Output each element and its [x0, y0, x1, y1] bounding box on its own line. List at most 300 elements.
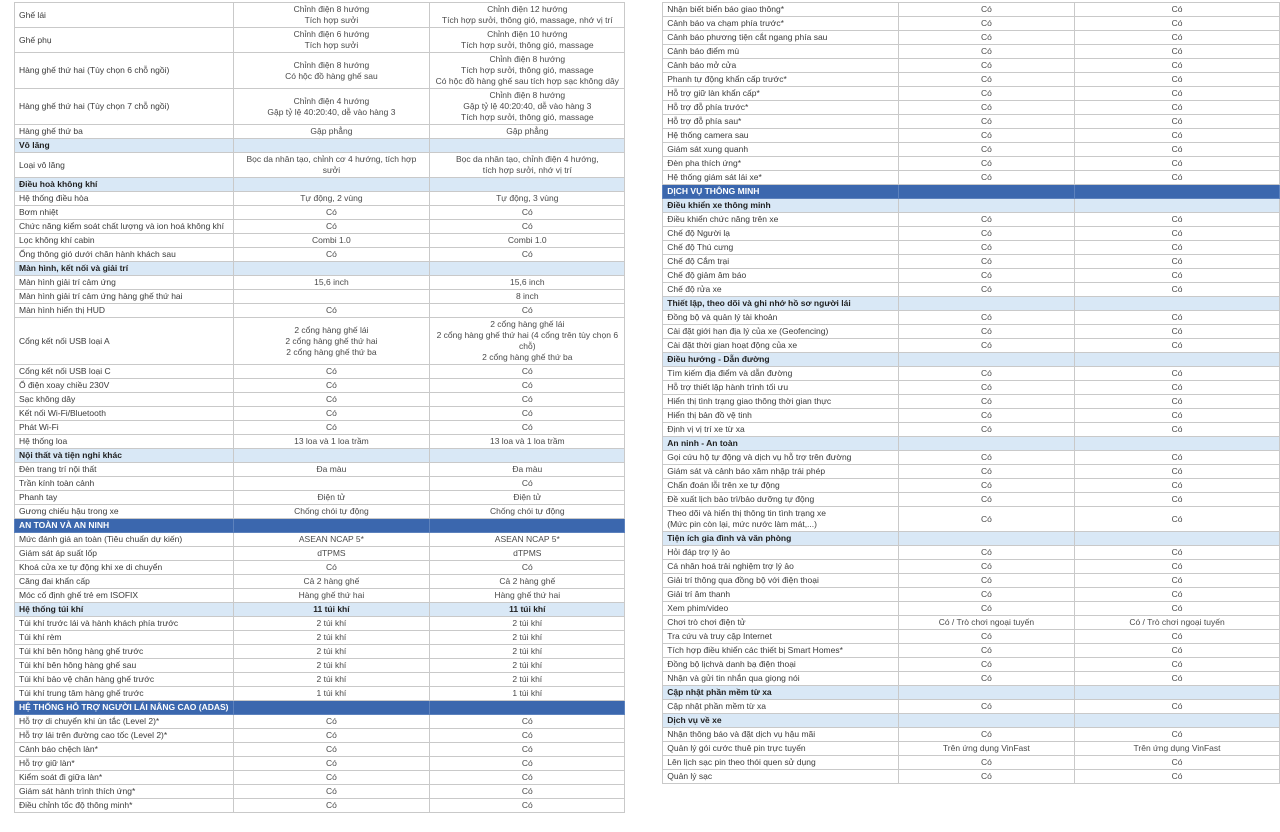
section-header-row — [663, 199, 1280, 213]
spec-label-cell: Đồng bộ và quản lý tài khoản — [663, 311, 898, 325]
section-header-row — [663, 686, 1280, 700]
spec-value-cell-col2: 2 túi khí — [430, 631, 625, 645]
section-header-row — [663, 532, 1280, 546]
spec-value-cell-col1: Có — [898, 283, 1074, 297]
spec-row — [663, 129, 1280, 143]
cell-line: 2 cổng hàng ghế thứ hai (4 cổng trên tùy chọn 6 chỗ) — [436, 330, 619, 351]
spec-row — [663, 171, 1280, 185]
cell-line: Tích hợp sưởi, thông gió, massage, nhớ vị trí — [441, 15, 613, 25]
cell-line: Tích hợp sưởi — [304, 15, 359, 25]
spec-value-cell-col1: Có — [233, 220, 430, 234]
cell-line: Gập tỷ lệ 40:20:40, dễ vào hàng 3 — [267, 106, 396, 117]
spec-label-cell: Ống thông gió dưới chân hành khách sau — [15, 248, 234, 262]
section-header-row — [663, 185, 1280, 199]
spec-value-cell-col2: Có — [1075, 409, 1280, 423]
spec-value-cell-col2: Có — [1075, 672, 1280, 686]
spec-value-cell-col1: Có — [898, 269, 1074, 283]
section-header-row — [15, 262, 625, 276]
section-title-cell: Tiện ích gia đình và văn phòng — [663, 532, 898, 546]
cell-line: 2 cổng hàng ghế thứ ba — [482, 352, 573, 362]
spec-label-cell: Cập nhật phần mềm từ xa — [663, 700, 898, 714]
spec-row — [15, 673, 625, 687]
spec-value-cell-col2: 11 túi khí — [430, 603, 625, 617]
spec-value-cell-col1: Có — [233, 248, 430, 262]
spec-label-cell: Túi khí bên hông hàng ghế trước — [15, 645, 234, 659]
spec-value-cell-col1: Có — [898, 171, 1074, 185]
spec-label-cell: Cài đặt giới hạn địa lý của xe (Geofencing) — [663, 325, 898, 339]
spec-label-cell: Chế độ Thú cưng — [663, 241, 898, 255]
spec-label-cell: Mức đánh giá an toàn (Tiêu chuẩn dự kiến) — [15, 533, 234, 547]
spec-label-cell: Ổ điện xoay chiều 230V — [15, 379, 234, 393]
spec-value-cell-col1: 2 túi khí — [233, 617, 430, 631]
spec-value-cell-col1: Có — [898, 31, 1074, 45]
spec-value-cell-col2: Có — [1075, 59, 1280, 73]
spec-row — [663, 255, 1280, 269]
spec-row — [15, 659, 625, 673]
cell-line: Tích hợp sưởi, thông gió, massage — [461, 112, 594, 122]
spec-value-cell-col2: Có — [430, 743, 625, 757]
spec-value-cell-col1 — [898, 353, 1074, 367]
spec-value-cell-col2: 2 túi khí — [430, 645, 625, 659]
cell-line: (Mức pin còn lại, mức nước làm mát,...) — [667, 519, 817, 529]
cell-line: Tích hợp sưởi, thông gió, massage — [461, 40, 594, 50]
spec-value-cell-col1: Có — [898, 59, 1074, 73]
section-title-cell: Điều khiển xe thông minh — [663, 199, 898, 213]
spec-value-cell-col1: dTPMS — [233, 547, 430, 561]
spec-value-cell-col1: Có — [898, 45, 1074, 59]
spec-value-cell-col1 — [233, 139, 430, 153]
spec-label-cell: Quản lý gói cước thuê pin trực tuyến — [663, 742, 898, 756]
spec-value-cell-col1: Có — [898, 311, 1074, 325]
spec-row — [663, 742, 1280, 756]
spec-value-cell-col1: Có — [898, 728, 1074, 742]
spec-row — [663, 630, 1280, 644]
spec-value-cell-col1 — [233, 519, 430, 533]
spec-value-cell-col1: 1 túi khí — [233, 687, 430, 701]
spec-row — [663, 395, 1280, 409]
spec-label-cell: Hỗ trợ đỗ phía sau* — [663, 115, 898, 129]
section-title-cell: Hệ thống túi khí — [15, 603, 234, 617]
spec-value-cell-col2: Có — [430, 304, 625, 318]
spec-label-cell: Tra cứu và truy cập Internet — [663, 630, 898, 644]
spec-label-cell: Sạc không dây — [15, 393, 234, 407]
spec-value-cell-col1 — [898, 297, 1074, 311]
spec-row — [663, 73, 1280, 87]
cell-line: Chỉnh điện 6 hướng — [293, 29, 370, 39]
spec-value-cell-col1 — [233, 449, 430, 463]
cell-line: 2 cổng hàng ghế thứ ba — [286, 346, 377, 357]
spec-label-cell: Túi khí trung tâm hàng ghế trước — [15, 687, 234, 701]
spec-value-cell-col2 — [430, 318, 625, 365]
spec-row — [663, 325, 1280, 339]
spec-label-cell: Đèn pha thích ứng* — [663, 157, 898, 171]
spec-row — [663, 143, 1280, 157]
spec-value-cell-col1: 11 túi khí — [233, 603, 430, 617]
spec-value-cell-col2: Có — [430, 785, 625, 799]
spec-value-cell-col1: Có — [233, 379, 430, 393]
spec-label-cell: Màn hình giải trí cảm ứng hàng ghế thứ hai — [15, 290, 234, 304]
spec-value-cell-col1 — [233, 28, 430, 53]
spec-value-cell-col2: Cả 2 hàng ghế — [430, 575, 625, 589]
spec-value-cell-col1: Có — [898, 227, 1074, 241]
spec-row — [15, 220, 625, 234]
spec-value-cell-col1 — [898, 532, 1074, 546]
spec-value-cell-col2: Có — [1075, 756, 1280, 770]
spec-row — [15, 53, 625, 89]
spec-value-cell-col1: Có — [233, 206, 430, 220]
spec-row — [15, 393, 625, 407]
spec-label-cell: Giám sát áp suất lốp — [15, 547, 234, 561]
spec-row — [663, 87, 1280, 101]
spec-value-cell-col2: 8 inch — [430, 290, 625, 304]
spec-label-cell: Ghế lái — [15, 3, 234, 28]
spec-row — [15, 617, 625, 631]
spec-value-cell-col2: Có — [1075, 157, 1280, 171]
spec-value-cell-col2 — [430, 28, 625, 53]
cell-line: Chỉnh điện 4 hướng — [293, 95, 370, 106]
spec-value-cell-col2: Có — [1075, 227, 1280, 241]
spec-value-cell-col1 — [233, 318, 430, 365]
spec-value-cell-col2: Có — [430, 248, 625, 262]
spec-row — [15, 365, 625, 379]
spec-value-cell-col1: Có — [233, 393, 430, 407]
spec-row — [15, 290, 625, 304]
spec-value-cell-col2: Có — [430, 757, 625, 771]
spec-value-cell-col1: Có — [233, 729, 430, 743]
spec-label-cell: Cổng kết nối USB loại C — [15, 365, 234, 379]
spec-value-cell-col2: 2 túi khí — [430, 673, 625, 687]
spec-value-cell-col1: 2 túi khí — [233, 645, 430, 659]
spec-value-cell-col2: Có — [1075, 507, 1280, 532]
spec-value-cell-col2 — [1075, 437, 1280, 451]
spec-row — [663, 770, 1280, 784]
spec-value-cell-col1: Có — [898, 672, 1074, 686]
spec-value-cell-col2: Có / Trò chơi ngoại tuyến — [1075, 616, 1280, 630]
spec-label-cell: Cảnh báo chệch làn* — [15, 743, 234, 757]
spec-value-cell-col1: Có — [898, 644, 1074, 658]
section-header-row — [15, 603, 625, 617]
spec-label-cell: Chơi trò chơi điện tử — [663, 616, 898, 630]
spec-row — [663, 339, 1280, 353]
spec-value-cell-col2: Có — [1075, 574, 1280, 588]
spec-value-cell-col1: Có — [233, 785, 430, 799]
spec-row — [15, 491, 625, 505]
spec-row — [663, 31, 1280, 45]
spec-value-cell-col2: Có — [430, 421, 625, 435]
section-title-cell: An ninh - An toàn — [663, 437, 898, 451]
spec-value-cell-col1: Có — [898, 602, 1074, 616]
section-title-cell: Điều hoà không khí — [15, 178, 234, 192]
spec-row — [663, 616, 1280, 630]
spec-label-cell: Định vị vị trí xe từ xa — [663, 423, 898, 437]
spec-label-cell: Cảnh báo phương tiện cắt ngang phía sau — [663, 31, 898, 45]
spec-value-cell-col2: Có — [1075, 770, 1280, 784]
spec-value-cell-col1: Có — [233, 743, 430, 757]
spec-label-cell: Kết nối Wi-Fi/Bluetooth — [15, 407, 234, 421]
spec-value-cell-col2: 13 loa và 1 loa trầm — [430, 435, 625, 449]
spec-label-cell: Hỏi đáp trợ lý ảo — [663, 546, 898, 560]
spec-label-cell: Túi khí trước lái và hành khách phía trước — [15, 617, 234, 631]
spec-value-cell-col1: Có — [233, 799, 430, 813]
spec-label-cell: Cài đặt thời gian hoạt động của xe — [663, 339, 898, 353]
spec-table-left-body — [15, 3, 625, 813]
cell-line: Có hộc đồ hàng ghế sau tích hợp sạc không dây — [435, 76, 619, 86]
spec-value-cell-col2: 15,6 inch — [430, 276, 625, 290]
spec-value-cell-col2: ASEAN NCAP 5* — [430, 533, 625, 547]
spec-value-cell-col2 — [430, 153, 625, 178]
spec-value-cell-col2: Có — [1075, 3, 1280, 17]
spec-label-cell: Hệ thống camera sau — [663, 129, 898, 143]
spec-value-cell-col2: Có — [1075, 311, 1280, 325]
spec-label-cell: Hàng ghế thứ hai (Tùy chọn 6 chỗ ngồi) — [15, 53, 234, 89]
spec-row — [663, 672, 1280, 686]
spec-row — [15, 743, 625, 757]
spec-value-cell-col2: Có — [1075, 283, 1280, 297]
spec-value-cell-col1: 2 túi khí — [233, 659, 430, 673]
spec-row — [15, 153, 625, 178]
spec-value-cell-col1: Có — [898, 770, 1074, 784]
spec-value-cell-col2: 2 túi khí — [430, 659, 625, 673]
spec-row — [663, 381, 1280, 395]
spec-value-cell-col1: Có — [233, 365, 430, 379]
section-title-cell: Điều hướng - Dẫn đường — [663, 353, 898, 367]
section-header-row — [15, 139, 625, 153]
spec-row — [663, 728, 1280, 742]
section-title-cell: Dịch vụ về xe — [663, 714, 898, 728]
spec-value-cell-col1: Có — [898, 157, 1074, 171]
spec-value-cell-col2: Có — [430, 729, 625, 743]
spec-label-cell: Khoá cửa xe tự động khi xe di chuyển — [15, 561, 234, 575]
spec-value-cell-col2: Có — [430, 365, 625, 379]
spec-label-cell: Cảnh báo mở cửa — [663, 59, 898, 73]
cell-line: Chỉnh điện 8 hướng — [293, 4, 370, 14]
spec-label-cell: Hỗ trợ giữ làn* — [15, 757, 234, 771]
spec-value-cell-col1: Có — [233, 757, 430, 771]
spec-value-cell-col1: Có — [898, 451, 1074, 465]
spec-row — [15, 28, 625, 53]
spec-value-cell-col1: Có — [233, 715, 430, 729]
spec-row — [663, 588, 1280, 602]
spec-value-cell-col2: Có — [1075, 560, 1280, 574]
spec-value-cell-col2: Có — [1075, 602, 1280, 616]
spec-row — [15, 589, 625, 603]
spec-value-cell-col2: Có — [1075, 451, 1280, 465]
spec-value-cell-col1: Chống chói tự động — [233, 505, 430, 519]
cell-line: Gập tỷ lệ 40:20:40, dễ vào hàng 3 — [463, 101, 592, 111]
spec-value-cell-col2: Tự động, 3 vùng — [430, 192, 625, 206]
spec-value-cell-col2: Có — [1075, 115, 1280, 129]
spec-value-cell-col1: Điện tử — [233, 491, 430, 505]
spec-row — [15, 715, 625, 729]
spec-value-cell-col2: dTPMS — [430, 547, 625, 561]
spec-value-cell-col1 — [898, 714, 1074, 728]
cell-line: 2 cổng hàng ghế lái — [294, 324, 369, 335]
spec-row — [15, 477, 625, 491]
spec-value-cell-col1: Có — [898, 3, 1074, 17]
spec-value-cell-col2: Trên ứng dụng VinFast — [1075, 742, 1280, 756]
spec-value-cell-col2: Có — [430, 799, 625, 813]
spec-value-cell-col2: Có — [1075, 339, 1280, 353]
spec-row — [15, 645, 625, 659]
spec-value-cell-col1: Có — [898, 546, 1074, 560]
spec-value-cell-col1: Cả 2 hàng ghế — [233, 575, 430, 589]
spec-value-cell-col1: Có — [898, 756, 1074, 770]
spec-label-cell: Hiển thị tình trạng giao thông thời gian thực — [663, 395, 898, 409]
spec-row — [15, 771, 625, 785]
spec-row — [15, 379, 625, 393]
spec-label-cell: Phanh tự động khẩn cấp trước* — [663, 73, 898, 87]
cell-line: Có hộc đồ hàng ghế sau — [285, 70, 378, 81]
spec-value-cell-col1: Có — [233, 407, 430, 421]
spec-value-cell-col1: Có — [898, 73, 1074, 87]
spec-label-cell: Chế độ rửa xe — [663, 283, 898, 297]
spec-value-cell-col1: Có — [898, 658, 1074, 672]
cell-line: Tích hợp sưởi, thông gió, massage — [461, 65, 594, 75]
spec-row — [663, 115, 1280, 129]
cell-line: Chỉnh điện 10 hướng — [487, 29, 568, 39]
spec-value-cell-col1: Có — [898, 381, 1074, 395]
spec-value-cell-col1: Có — [898, 409, 1074, 423]
spec-row — [663, 507, 1280, 532]
spec-value-cell-col1: Có — [898, 507, 1074, 532]
spec-value-cell-col2: 1 túi khí — [430, 687, 625, 701]
spec-value-cell-col2 — [430, 89, 625, 125]
cell-line: tích hợp sưởi, nhớ vị trí — [482, 165, 572, 175]
spec-value-cell-col1 — [233, 3, 430, 28]
cell-line: Chỉnh điện 12 hướng — [487, 4, 568, 14]
spec-label-cell: Chẩn đoán lỗi trên xe tự động — [663, 479, 898, 493]
spec-label-cell: Đề xuất lịch bảo trì/bảo dưỡng tự động — [663, 493, 898, 507]
spec-value-cell-col2: Gập phẳng — [430, 125, 625, 139]
spec-row — [15, 407, 625, 421]
section-header-row — [663, 353, 1280, 367]
spec-value-cell-col2: Có — [1075, 658, 1280, 672]
spec-value-cell-col2: Có — [1075, 269, 1280, 283]
spec-value-cell-col1: Có — [233, 771, 430, 785]
spec-value-cell-col1 — [233, 53, 430, 89]
spec-value-cell-col1: 15,6 inch — [233, 276, 430, 290]
spec-value-cell-col2: Có — [1075, 465, 1280, 479]
spec-value-cell-col1: Có — [898, 115, 1074, 129]
spec-value-cell-col1: Có — [898, 423, 1074, 437]
spec-value-cell-col2: Có — [1075, 87, 1280, 101]
spec-label-cell: Ghế phụ — [15, 28, 234, 53]
spec-value-cell-col2: Có — [1075, 325, 1280, 339]
spec-value-cell-col2: Combi 1.0 — [430, 234, 625, 248]
spec-value-cell-col1: Có — [898, 560, 1074, 574]
spec-value-cell-col2: Có — [1075, 395, 1280, 409]
section-title-cell: Vô lăng — [15, 139, 234, 153]
spec-label-cell: Trần kính toàn cảnh — [15, 477, 234, 491]
spec-label-cell: Phanh tay — [15, 491, 234, 505]
spec-row — [15, 248, 625, 262]
section-title-cell: Màn hình, kết nối và giải trí — [15, 262, 234, 276]
spec-label-cell: Hệ thống giám sát lái xe* — [663, 171, 898, 185]
spec-value-cell-col1: Có — [233, 421, 430, 435]
spec-label-cell: Kiểm soát đi giữa làn* — [15, 771, 234, 785]
section-title-cell: HỆ THỐNG HỖ TRỢ NGƯỜI LÁI NÂNG CAO (ADAS) — [15, 701, 234, 715]
spec-label-cell: Cảnh báo va chạm phía trước* — [663, 17, 898, 31]
spec-row — [15, 3, 625, 28]
spec-label-cell: Điều chỉnh tốc độ thông minh* — [15, 799, 234, 813]
spec-value-cell-col1: Có / Trò chơi ngoại tuyến — [898, 616, 1074, 630]
spec-value-cell-col1: ASEAN NCAP 5* — [233, 533, 430, 547]
spec-label-cell: Lọc không khí cabin — [15, 234, 234, 248]
cell-line: 2 cổng hàng ghế lái — [490, 319, 565, 329]
spec-value-cell-col2: Có — [1075, 493, 1280, 507]
spec-label-cell: Căng đai khẩn cấp — [15, 575, 234, 589]
spec-value-cell-col2: Có — [1075, 143, 1280, 157]
spec-row — [15, 192, 625, 206]
spec-label-cell: Hỗ trợ di chuyển khi ùn tắc (Level 2)* — [15, 715, 234, 729]
spec-label-cell: Phát Wi-Fi — [15, 421, 234, 435]
spec-label-cell: Gọi cứu hộ tự động và dịch vụ hỗ trợ trên đường — [663, 451, 898, 465]
cell-line: Theo dõi và hiển thị thông tin tình trạng xe — [667, 508, 827, 518]
cell-line: Chỉnh điện 8 hướng — [293, 59, 370, 70]
spec-row — [663, 227, 1280, 241]
spec-value-cell-col1: Có — [898, 588, 1074, 602]
spec-value-cell-col2: Có — [1075, 546, 1280, 560]
spec-value-cell-col1 — [233, 701, 430, 715]
spec-row — [15, 276, 625, 290]
spec-value-cell-col2 — [430, 178, 625, 192]
spec-value-cell-col1: 2 túi khí — [233, 631, 430, 645]
spec-row — [15, 435, 625, 449]
section-title-cell: Cập nhật phần mềm từ xa — [663, 686, 898, 700]
spec-value-cell-col2: Có — [430, 477, 625, 491]
spec-label-cell: Giải trí âm thanh — [663, 588, 898, 602]
spec-row — [663, 560, 1280, 574]
spec-value-cell-col1: Có — [898, 479, 1074, 493]
spec-value-cell-col2: Có — [430, 407, 625, 421]
spec-value-cell-col2: Có — [1075, 255, 1280, 269]
section-header-row — [15, 449, 625, 463]
spec-label-cell: Bơm nhiệt — [15, 206, 234, 220]
section-title-cell: Thiết lập, theo dõi và ghi nhớ hồ sơ người lái — [663, 297, 898, 311]
spec-label-cell: Nhận thông báo và đặt dịch vụ hậu mãi — [663, 728, 898, 742]
spec-row — [663, 213, 1280, 227]
spec-value-cell-col2: Có — [1075, 241, 1280, 255]
spec-value-cell-col1: Có — [898, 574, 1074, 588]
spec-label-cell: Móc cố định ghế trẻ em ISOFIX — [15, 589, 234, 603]
spec-label-cell: Chức năng kiểm soát chất lượng và ion hoá không khí — [15, 220, 234, 234]
spec-row — [663, 479, 1280, 493]
spec-row — [663, 602, 1280, 616]
section-title-cell: DỊCH VỤ THÔNG MINH — [663, 185, 898, 199]
section-header-row — [663, 437, 1280, 451]
spec-label-cell: Gương chiếu hậu trong xe — [15, 505, 234, 519]
spec-value-cell-col2 — [430, 3, 625, 28]
spec-value-cell-col1: Có — [898, 325, 1074, 339]
spec-value-cell-col1: Hàng ghế thứ hai — [233, 589, 430, 603]
spec-value-cell-col2: Đa màu — [430, 463, 625, 477]
spec-row — [663, 311, 1280, 325]
spec-value-cell-col1: Có — [898, 339, 1074, 353]
cell-line: Tích hợp sưởi — [304, 40, 359, 50]
spec-value-cell-col1: 2 túi khí — [233, 673, 430, 687]
spec-value-cell-col1: 13 loa và 1 loa trầm — [233, 435, 430, 449]
spec-table-right-body — [663, 3, 1280, 784]
spec-label-cell: Hỗ trợ lái trên đường cao tốc (Level 2)* — [15, 729, 234, 743]
spec-value-cell-col2 — [430, 139, 625, 153]
spec-label-cell: Túi khí bảo vệ chân hàng ghế trước — [15, 673, 234, 687]
spec-value-cell-col2 — [430, 53, 625, 89]
spec-label-cell: Chế độ giảm âm báo — [663, 269, 898, 283]
spec-value-cell-col2: Có — [430, 206, 625, 220]
spec-row — [15, 206, 625, 220]
spec-value-cell-col2: Có — [1075, 45, 1280, 59]
spec-row — [663, 756, 1280, 770]
